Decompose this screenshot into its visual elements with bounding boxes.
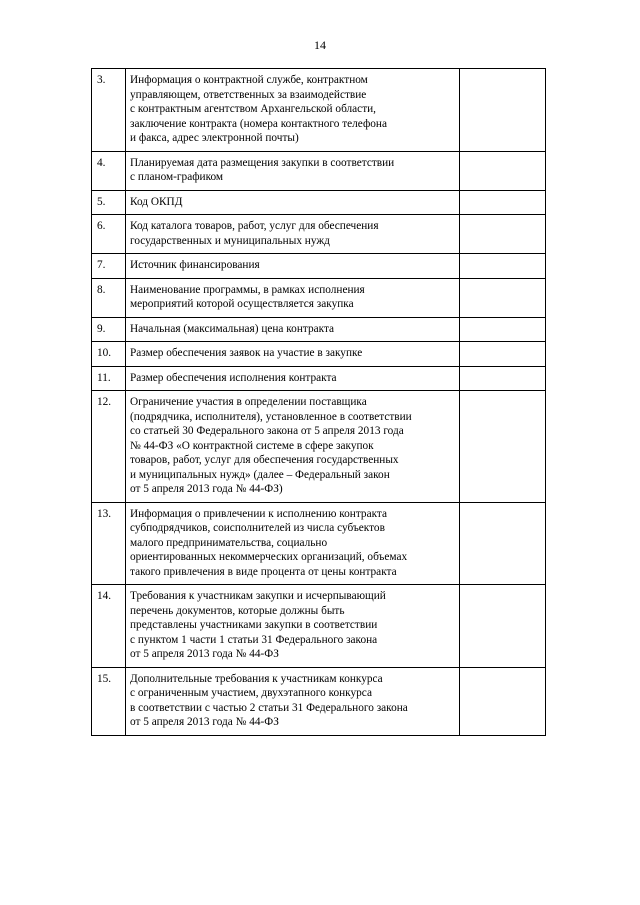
row-description	[126, 69, 460, 152]
table-row	[92, 391, 546, 503]
table-body	[92, 69, 546, 736]
table-row	[92, 667, 546, 735]
row-number: 4.	[92, 151, 126, 190]
row-description	[126, 585, 460, 668]
description-line: Требования к участникам закупки и исчерпывающий	[130, 590, 386, 602]
table-row	[92, 215, 546, 254]
description-line: Ограничение участия в определении поставщика	[130, 396, 367, 408]
table-row	[92, 317, 546, 342]
row-value-cell[interactable]	[460, 215, 546, 254]
table-row	[92, 254, 546, 279]
row-description	[126, 342, 460, 367]
row-description	[126, 502, 460, 585]
description-line: представлены участниками закупки в соответствии	[130, 619, 378, 631]
table-row	[92, 366, 546, 391]
page-number: 14	[314, 38, 326, 52]
row-value-cell[interactable]	[460, 391, 546, 503]
row-description	[126, 366, 460, 391]
row-value-cell[interactable]	[460, 69, 546, 152]
table-row	[92, 69, 546, 152]
description-line: от 5 апреля 2013 года № 44-ФЗ	[130, 648, 279, 660]
description-line: ориентированных некоммерческих организаций, объемах	[130, 551, 408, 563]
table-row	[92, 342, 546, 367]
description-line: малого предпринимательства, социально	[130, 536, 328, 549]
row-value-cell[interactable]	[460, 366, 546, 391]
description-line: № 44-ФЗ «О контрактной системе в сфере закупок	[130, 439, 374, 452]
row-description	[126, 190, 460, 215]
description-line: от 5 апреля 2013 года № 44-ФЗ)	[130, 483, 283, 495]
row-number: 3.	[92, 69, 126, 152]
description-line: Информация о контрактной службе, контрактном	[130, 74, 368, 86]
description-line: Размер обеспечения исполнения контракта	[130, 371, 337, 384]
row-description	[126, 254, 460, 279]
description-line: и факса, адрес электронной почты)	[130, 132, 299, 144]
table-row	[92, 151, 546, 190]
description-line: субподрядчиков, соисполнителей из числа субъектов	[130, 522, 385, 534]
description-line: Информация о привлечении к исполнению контракта	[130, 507, 388, 520]
row-value-cell[interactable]	[460, 585, 546, 668]
description-line: Планируемая дата размещения закупки в соответствии	[130, 156, 395, 169]
row-value-cell[interactable]	[460, 667, 546, 735]
description-line: с пунктом 1 части 1 статьи 31 Федерального закона	[130, 633, 378, 646]
description-line: заключение контракта (номера контактного телефона	[130, 117, 387, 130]
row-number: 7.	[92, 254, 126, 279]
row-value-cell[interactable]	[460, 254, 546, 279]
description-line: Код каталога товаров, работ, услуг для обеспечения	[130, 220, 379, 232]
row-number: 11.	[92, 366, 126, 391]
row-number: 14.	[92, 585, 126, 668]
row-description	[126, 391, 460, 503]
row-description	[126, 215, 460, 254]
row-number: 12.	[92, 391, 126, 503]
description-line: мероприятий которой осуществляется закупка	[130, 298, 354, 310]
row-description	[126, 317, 460, 342]
description-line: с ограниченным участием, двухэтапного конкурса	[130, 687, 372, 699]
description-line: Код ОКПД	[130, 195, 183, 208]
description-line: такого привлечения в виде процента от цены контракта	[130, 565, 397, 578]
row-value-cell[interactable]	[460, 317, 546, 342]
description-line: с контрактным агентством Архангельской области,	[130, 103, 377, 115]
description-line: перечень документов, которые должны быть	[130, 604, 345, 617]
row-value-cell[interactable]	[460, 190, 546, 215]
description-line: товаров, работ, услуг для обеспечения государственных	[130, 454, 399, 466]
table-row	[92, 278, 546, 317]
row-value-cell[interactable]	[460, 502, 546, 585]
description-line: Размер обеспечения заявок на участие в закупке	[130, 347, 363, 359]
row-description	[126, 278, 460, 317]
row-number: 15.	[92, 667, 126, 735]
description-line: Начальная (максимальная) цена контракта	[130, 322, 335, 335]
row-number: 9.	[92, 317, 126, 342]
procurement-info-table	[91, 68, 546, 736]
description-line: со статьей 30 Федерального закона от 5 апреля 2013 года	[130, 425, 404, 437]
description-line: Источник финансирования	[130, 259, 260, 271]
description-line: государственных и муниципальных нужд	[130, 234, 330, 247]
description-line: управляющем, ответственных за взаимодействие	[130, 88, 367, 101]
table-row	[92, 585, 546, 668]
row-value-cell[interactable]	[460, 342, 546, 367]
description-line: от 5 апреля 2013 года № 44-ФЗ	[130, 716, 279, 728]
description-line: и муниципальных нужд» (далее – Федеральный закон	[130, 468, 390, 481]
description-line: Наименование программы, в рамках исполнения	[130, 283, 365, 296]
row-value-cell[interactable]	[460, 151, 546, 190]
row-number: 13.	[92, 502, 126, 585]
row-description	[126, 151, 460, 190]
description-line: с планом-графиком	[130, 171, 224, 183]
description-line: в соответствии с частью 2 статьи 31 Федерального закона	[130, 701, 408, 714]
row-number: 8.	[92, 278, 126, 317]
table-row	[92, 502, 546, 585]
row-number: 6.	[92, 215, 126, 254]
table-row	[92, 190, 546, 215]
row-description	[126, 667, 460, 735]
description-line: Дополнительные требования к участникам конкурса	[130, 672, 383, 685]
description-line: (подрядчика, исполнителя), установленное в соответствии	[130, 410, 412, 423]
row-value-cell[interactable]	[460, 278, 546, 317]
row-number: 10.	[92, 342, 126, 367]
row-number: 5.	[92, 190, 126, 215]
